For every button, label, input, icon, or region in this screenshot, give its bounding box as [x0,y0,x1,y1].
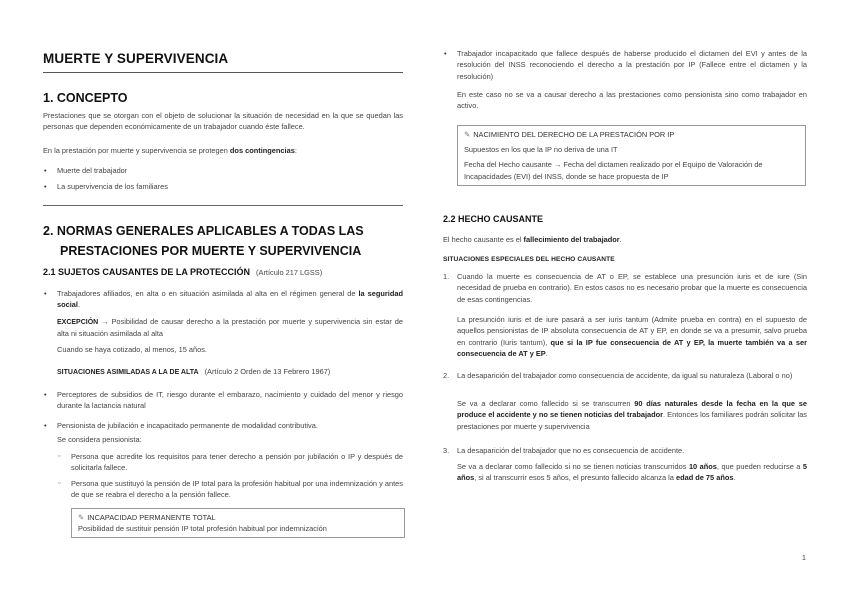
text-bold: dos contingencias [229,146,295,155]
note: (Fallece entre el dictamen y la resolución) [457,60,807,81]
text-bold: fallecimiento del trabajador [523,235,620,244]
text: Cuando la muerte es consecuencia de AT o EP, se establece una presunción iuris et de iure [457,272,794,281]
paragraph: En este caso no se va a causar derecho a las prestaciones como pensionista sino como trabajador en activo. [457,90,807,111]
paragraph [457,314,807,360]
text-bold: 10 años [688,462,717,471]
hecho-causante-paragraph [443,234,807,245]
callout-body: Supuestos en los que la IP no deriva de una IT [464,145,618,154]
list-item: • Perceptores de subsidios de IT, riesgo durante el embarazo, nacimiento y cuidado del menor y riesgo durante la lactancia natural [43,389,403,412]
sub-list-item: ▫ Persona que acredite los requisitos para tener derecho a pensión por jubilación o IP y después de solicitarla fallece. [57,451,403,474]
text: (Sin necesidad de prueba en contrario) [457,272,807,293]
text: . [733,473,736,483]
item-number: 2. [443,371,450,380]
text-bold: 5 años [457,462,808,483]
list-item: • Pensionista de jubilación e incapacitado permanente de modalidad contributiva. [43,420,403,431]
pensionista-label: Se considera pensionista: [57,435,142,444]
text-bold: SITUACIONES ASIMILADAS A LA DE ALTA [57,369,199,376]
text: El hecho causante es el [443,235,524,244]
subsection-2-1-heading [43,267,322,277]
text: Se va a declarar como fallecido si se transcurren [457,399,635,408]
callout-body: Fecha del Hecho causante → Fecha del dictamen realizado por el Equipo de Valoración de Incapacidades (EVI) del INSS, donde se hace propuesta de IP [464,160,763,181]
callout-title [464,129,799,140]
callout-nacimiento [457,125,806,186]
text: Trabajadores afiliados, en alta o en situación asimilada al alta en el régimen general de [57,289,359,298]
pencil-icon: ✎ [78,513,85,522]
numbered-item [443,271,807,305]
callout-title [78,512,398,523]
text-bold: que si la IP fue consecuencia de AT y EP, la muerte también va a ser consecuencia de AT y EP [457,337,807,359]
paragraph [457,398,807,432]
exception-label: EXCEPCIÓN [57,319,99,326]
situaciones-asimiladas-heading [57,366,403,378]
paragraph [457,461,807,484]
arrow-icon: → [101,317,109,326]
text: Trabajador incapacitado que fallece después de haberse producido el dictamen del EVI y antes de la resolución del INSS reconociendo el derecho a la prestación por IP [457,49,807,70]
pencil-icon: ✎ [464,130,471,139]
numbered-item [443,370,807,381]
item-number: 1. [443,272,450,281]
text: La presunción iuris et de iure pasará a ser iuris tantum (Admite prueba en contra) en el supuesto de aquellos pensionistas de IP absoluta consecuencia de AT y EP, en donde se va a presumir, salvo prueba en contrario (Iuris tantum), [457,315,807,347]
text: : [294,146,297,155]
text: , que pueden reducirse a [716,462,803,471]
section-1-heading: 1. CONCEPTO [43,91,128,105]
article-reference: (Artículo 217 LGSS) [256,268,323,277]
list-item [443,48,807,82]
subsection-2-2-heading: 2.2 HECHO CAUSANTE [443,214,544,224]
numbered-item [443,445,807,456]
situaciones-especiales-heading: SITUACIONES ESPECIALES DEL HECHO CAUSANTE [443,256,615,263]
contingencias-paragraph [43,145,403,156]
text: NACIMIENTO DEL DERECHO DE LA PRESTACIÓN POR IP [473,130,675,139]
list-item [43,288,403,311]
item-number: 3. [443,446,450,455]
page-number: 1 [801,553,806,562]
text: 2.1 SUJETOS CAUSANTES DE LA PROTECCIÓN [43,267,251,277]
text: , si al transcurrir esos 5 años, el presunto fallecido alcanza la [474,473,676,483]
list-item: • La supervivencia de los familiares [43,181,403,192]
exception-paragraph [57,316,403,340]
heading-line: 2. NORMAS GENERALES APLICABLES A TODAS LAS [43,224,364,238]
sub-list-item: ▫ Persona que sustituyó la pensión de IP total para la profesión habitual por una indemnización y antes de que se reabra el derecho a la pensión fallece. [57,478,403,501]
callout-incapacidad [71,508,405,538]
text: . [77,300,81,310]
text: . [545,349,548,359]
text: La desaparición del trabajador que no es consecuencia de accidente. [457,446,685,455]
divider [43,205,403,206]
callout-body: Posibilidad de sustituir pensión IP total profesión habitual por indemnización [78,524,327,533]
text: Posibilidad de causar derecho a la prestación por muerte y supervivencia sin estar de alta ni situación asimilada al alta [57,317,403,339]
text: INCAPACIDAD PERMANENTE TOTAL [87,513,216,522]
text-bold: edad de 75 años [675,473,734,483]
section-2-heading [43,221,403,261]
text: En la prestación por muerte y supervivencia se protegen [43,146,230,155]
heading-line: PRESTACIONES POR MUERTE Y SUPERVIVENCIA [60,244,362,258]
text-bold: 90 días naturales desde la fecha en la que se produce el accidente y no se tienen noticias del trabajador [457,399,807,420]
text: La desaparición del trabajador como consecuencia de accidente, da igual su naturaleza [457,371,745,380]
page-title: MUERTE Y SUPERVIVENCIA [43,51,403,73]
text: . En estos casos no es necesario probar que la muerte es consecuencia de esas contingencias. [457,283,807,304]
text: . [619,235,622,244]
text-bold: la seguridad social [57,289,403,310]
text: Se va a declarar como fallecido si no se tienen noticias transcurridos [457,462,689,471]
list-item: • Muerte del trabajador [43,165,403,176]
article-reference: (Artículo 2 Orden de 13 Febrero 1967) [204,367,331,376]
text: (Laboral o no) [746,371,793,380]
text: . Entonces los familiares podrán solicitar las prestaciones por muerte y supervivencia [457,410,807,431]
concepto-paragraph: Prestaciones que se otorgan con el objeto de solucionar la situación de necesidad en la que se quedan las personas que dependen económicamente de un trabajador cuando éste fallece. [43,111,403,132]
exception-detail: Cuando se haya cotizado, al menos, 15 años. [57,345,207,354]
